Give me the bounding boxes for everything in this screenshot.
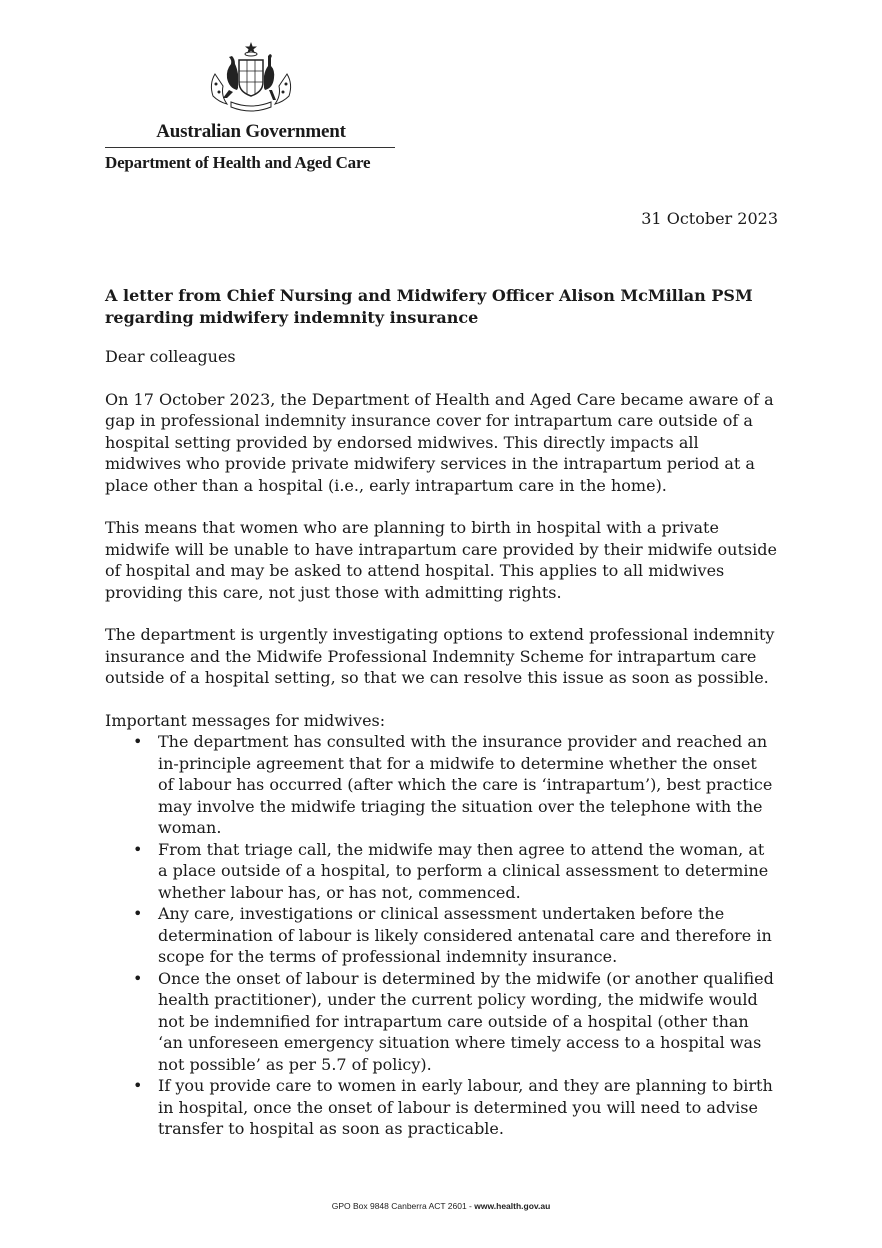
government-name: Australian Government — [156, 121, 346, 142]
list-item-text: From that triage call, the midwife may then agree to attend the woman, at a place outside of a hospital, to perform a clinical assessment to determine whether labour has, or has not, commenced. — [158, 839, 769, 902]
footer-address: GPO Box 9848 Canberra ACT 2601 - — [331, 1201, 475, 1211]
messages-list — [105, 731, 777, 1140]
footer-website-link[interactable]: www.health.gov.au — [474, 1201, 551, 1211]
letter-subject: A letter from Chief Nursing and Midwifery Officer Alison McMillan PSM regarding midwifery indemnity insurance — [105, 286, 753, 327]
list-item-text: If you provide care to women in early labour, and they are planning to birth in hospital, once the onset of labour is determined you will need to advise transfer to hospital as soon as practicable. — [158, 1076, 773, 1138]
list-item — [105, 968, 777, 1076]
list-item — [105, 839, 777, 904]
paragraph-1: On 17 October 2023, the Department of Health and Aged Care became aware of a gap in professional indemnity insurance cover for intrapartum care outside of a hospital setting provided by endorsed midwives. This directly impacts all midwives who provide private midwifery services in the intrapartum period at a place other than a hospital (i.e., early intrapartum care in the home). — [105, 389, 774, 495]
letterhead-rule — [105, 147, 395, 148]
bullet-icon: • — [133, 839, 143, 859]
coat-of-arms-icon — [201, 40, 301, 118]
bullet-icon: • — [133, 1076, 143, 1095]
list-item-text: The department has consulted with the insurance provider and reached an in-principle agreement that for a midwife to determine whether the onset of labour has occurred (after which the care is ‘intrapartum’), best practice may involve the midwife triaging the situation over the telephone with the woman. — [158, 732, 773, 837]
salutation: Dear colleagues — [105, 347, 236, 366]
letter-body — [105, 285, 777, 1140]
bullet-icon: • — [133, 904, 143, 923]
paragraph-3: The department is urgently investigating options to extend professional indemnity insurance and the Midwife Professional Indemnity Scheme for intrapartum care outside of a hospital setting, so that we can resolve this issue as soon as possible. — [105, 625, 775, 687]
list-item — [105, 731, 777, 839]
list-item — [105, 1075, 777, 1140]
list-item-text: Any care, investigations or clinical assessment undertaken before the determination of labour is likely considered antenatal care and therefore in scope for the terms of professional indemnity insurance. — [158, 904, 772, 966]
messages-heading: Important messages for midwives: — [105, 710, 386, 730]
letter-date: 31 October 2023 — [641, 209, 778, 228]
bullet-icon: • — [133, 968, 143, 988]
bullet-icon: • — [133, 732, 143, 751]
letter-footer — [0, 1201, 882, 1211]
list-item-text: Once the onset of labour is determined by the midwife (or another qualified health practitioner), under the current policy wording, the midwife would not be indemnified for intrapartum care outside of a hospital (other than ‘an unforeseen emergency situation where timely access to a hospital was not possible’ as per 5.7 of policy). — [158, 968, 774, 1074]
department-name: Department of Health and Aged Care — [105, 153, 371, 172]
letterhead — [105, 40, 397, 173]
list-item — [105, 903, 777, 968]
paragraph-2: This means that women who are planning to birth in hospital with a private midwife will be unable to have intrapartum care provided by their midwife outside of hospital and may be asked to attend hospital. This applies to all midwives providing this care, not just those with admitting rights. — [105, 518, 777, 602]
